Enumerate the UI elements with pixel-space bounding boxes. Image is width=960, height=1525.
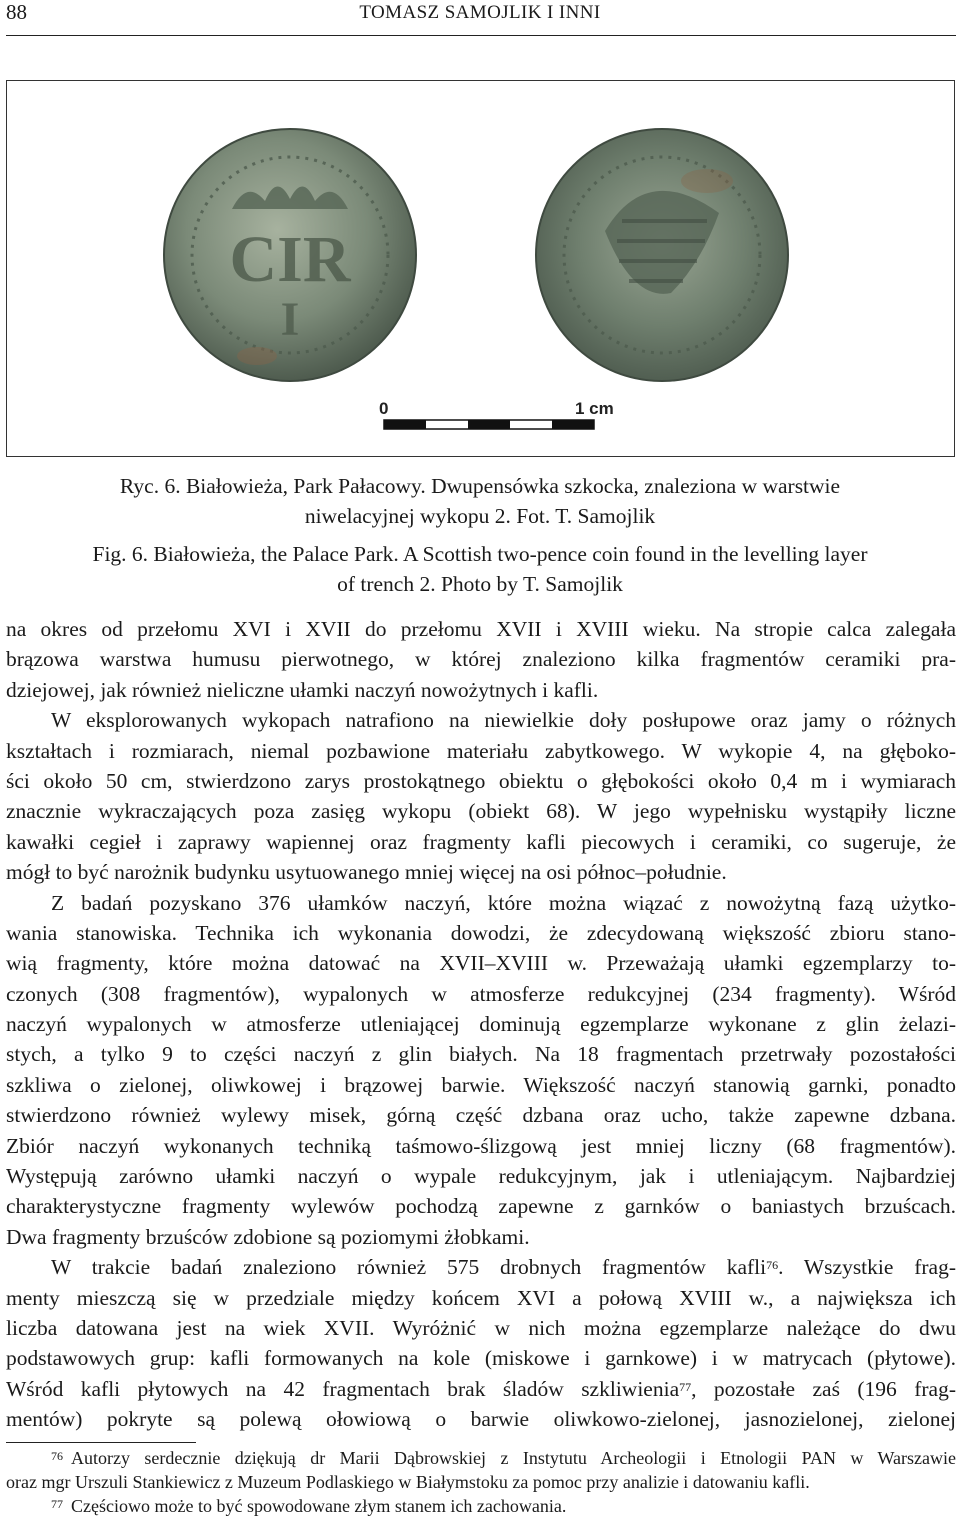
body-line: wią fragmenty, które można datować na XVII–XVIII w. Przeważają ułamki egzemplarzy to- xyxy=(6,951,956,976)
body-text-run: W trakcie badań znaleziono również 575 drobnych fragmentów kafli xyxy=(51,1255,767,1280)
coin-obverse xyxy=(164,129,416,381)
body-line: ści około 50 cm, stwierdzono zarys prostokątnego obiektu o głębokości około 0,4 m i wymiarach xyxy=(6,768,956,793)
body-line: menty mieszczą się w przedziale między końcem XVI a połową XVIII w., a największa ich xyxy=(6,1285,956,1310)
scale-bar xyxy=(384,420,594,429)
body-line: podstawowych grup: kafli formowanych na kole (miskowe i garnkowe) i w matrycach (płytowe). xyxy=(6,1346,956,1371)
body-text-run: . Wszystkie frag- xyxy=(778,1255,956,1280)
running-title: TOMASZ SAMOJLIK I INNI xyxy=(359,2,601,23)
footnote-ref-77[interactable]: 77 xyxy=(679,1379,692,1394)
coin-reverse xyxy=(536,129,788,381)
footnote-text: Częściowo może to być spowodowane złym stanem ich zachowania. xyxy=(71,1496,567,1516)
scale-label-end: 1 cm xyxy=(575,399,614,418)
body-text-run: , pozostałe zaś (196 frag- xyxy=(691,1376,956,1401)
body-line: mentów) pokryte są polewą ołowiową o barwie oliwkowo-zielonej, jasnozielonej, zielonej xyxy=(6,1407,956,1432)
body-line: liczba datowana jest na wiek XVII. Wyróżnić w nich można egzemplarze należące do dwu xyxy=(6,1315,956,1340)
running-head xyxy=(0,0,960,30)
caption-english-line: of trench 2. Photo by T. Samojlik xyxy=(337,572,623,596)
body-line: naczyń wypalonych w atmosferze utleniającej dominują egzemplarze wykonane z glin żelazi- xyxy=(6,1012,956,1037)
caption-english xyxy=(0,539,960,599)
footnotes xyxy=(6,1446,956,1518)
body-line: stwierdzono również wylewy misek, górną część dzbana oraz ucho, także zapewne dzbana. xyxy=(6,1103,956,1128)
body-line: stych, a tylko 9 to części naczyń z glin białych. Na 18 fragmentach przetrwały pozostałości xyxy=(6,1042,956,1067)
footnote-mark: 77 xyxy=(51,1497,63,1511)
body-line: charakterystyczne fragmenty wylewów pochodzą zapewne z garnków o baniastych brzuścach. xyxy=(6,1194,956,1219)
coin-photograph xyxy=(7,81,954,456)
body-line: Dwa fragmenty brzuśców zdobione są poziomymi żłobkami. xyxy=(6,1224,530,1249)
footnote-rule xyxy=(6,1442,196,1443)
footnote-mark: 76 xyxy=(51,1449,63,1463)
caption-english-line: Fig. 6. Białowieża, the Palace Park. A Scottish two-pence coin found in the levelling layer xyxy=(92,542,868,566)
caption-polish-line: Ryc. 6. Białowieża, Park Pałacowy. Dwupensówka szkocka, znaleziona w warstwie xyxy=(119,474,841,498)
body-line: znacznie wykraczających poza zasięg wykopu (obiekt 68). W jego wypełnisku wystąpiły liczne xyxy=(6,799,956,824)
body-line: Zbiór naczyń wykonanych techniką taśmowo-ślizgową jest mniej liczny (68 fragmentów). xyxy=(6,1133,956,1158)
body-line xyxy=(6,1252,956,1282)
caption-polish-line: niwelacyjnej wykopu 2. Fot. T. Samojlik xyxy=(304,504,656,528)
body-line: wania stanowiska. Technika ich wykonania dowodzi, że zdecydowaną większość zbioru stano- xyxy=(6,920,956,945)
body-text-run: Wśród kafli płytowych na 42 fragmentach brak śladów szkliwienia xyxy=(6,1376,680,1401)
body-text xyxy=(6,614,956,1435)
footnote-ref-76[interactable]: 76 xyxy=(766,1258,779,1273)
footnote-76 xyxy=(6,1446,956,1470)
footnote-77 xyxy=(6,1494,956,1518)
body-line: dziejowej, jak również nieliczne ułamki naczyń nowożytnych i kafli. xyxy=(6,677,599,702)
svg-text:CIR: CIR xyxy=(229,223,351,296)
body-line xyxy=(6,1374,956,1404)
body-line: na okres od przełomu XVI i XVII do przełomu XVII i XVIII wieku. Na stropie calca zalegała xyxy=(6,617,956,641)
footnote-76-continued: oraz mgr Urszuli Stankiewicz z Muzeum Podlaskiego w Białymstoku za pomoc przy analizie i datowaniu kafli. xyxy=(6,1472,810,1492)
footnote-text: Autorzy serdecznie dziękują dr Marii Dąbrowskiej z Instytutu Archeologii i Etnologii PAN w Warszawie xyxy=(71,1448,956,1468)
body-line: Z badań pozyskano 376 ułamków naczyń, które można wiązać z nowożytną fazą użytko- xyxy=(51,890,956,915)
body-line: Występują zarówno ułamki naczyń o wypale redukcyjnym, jak i utleniającym. Najbardziej xyxy=(6,1164,956,1189)
header-rule xyxy=(6,35,956,36)
svg-text:I: I xyxy=(280,293,300,346)
page-number: 88 xyxy=(6,0,27,24)
caption-polish xyxy=(0,471,960,531)
body-line: mógł to być narożnik budynku usytuowanego mniej więcej na osi północ–południe. xyxy=(6,860,727,885)
body-line: brązowa warstwa humusu pierwotnego, w której znaleziono kilka fragmentów ceramiki pra- xyxy=(6,647,956,672)
body-line: kształtach i rozmiarach, niemal pozbawione materiału zabytkowego. W wykopie 4, na głęboko- xyxy=(6,738,956,763)
body-line: czonych (308 fragmentów), wypalonych w atmosferze redukcyjnej (234 fragmenty). Wśród xyxy=(6,981,956,1006)
body-line: W eksplorowanych wykopach natrafiono na niewielkie doły posłupowe oraz jamy o różnych xyxy=(51,708,956,733)
body-line: kawałki cegieł i zaprawy wapiennej oraz fragmenty kafli piecowych i ceramiki, co sugeruje, że xyxy=(6,829,956,854)
figure-6 xyxy=(6,80,955,457)
body-line: szkliwa o zielonej, oliwkowej i brązowej barwie. Większość naczyń stanowią garnki, ponadto xyxy=(6,1072,956,1097)
scale-label-start: 0 xyxy=(379,399,389,418)
